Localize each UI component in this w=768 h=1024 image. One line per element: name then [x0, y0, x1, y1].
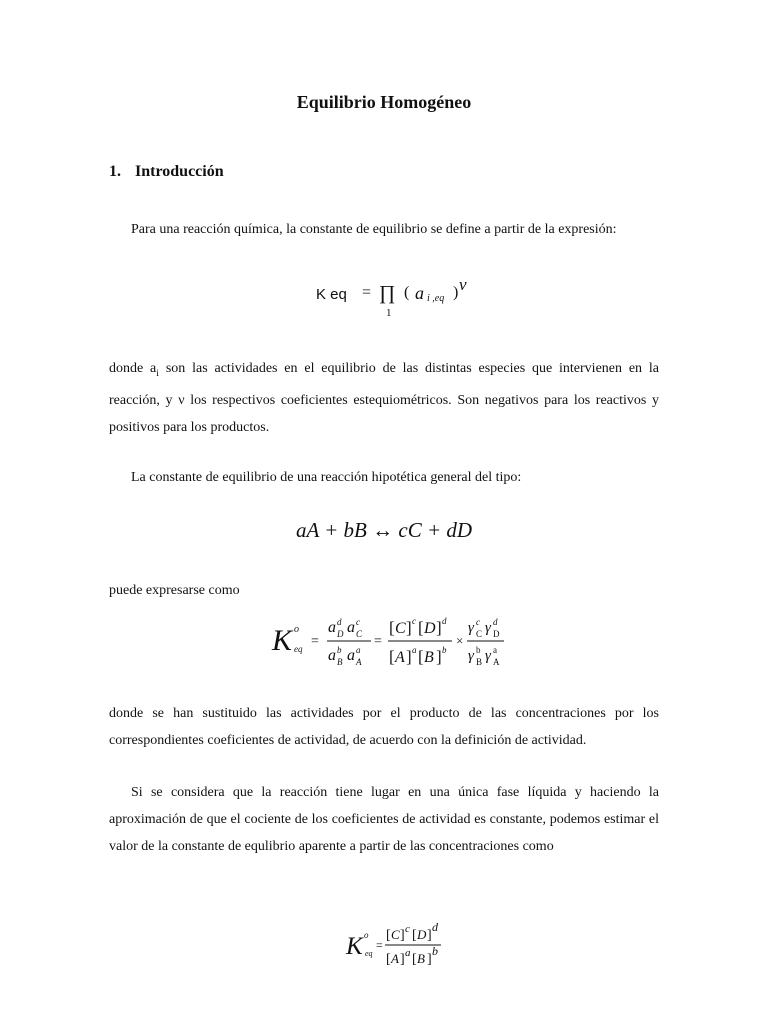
p2-subscript: i [156, 367, 159, 379]
open-paren: ( [404, 284, 410, 301]
svg-text:=: = [374, 634, 382, 649]
svg-text:a: a [405, 947, 411, 959]
svg-text:C: C [356, 629, 363, 639]
svg-text:=: = [376, 938, 383, 952]
svg-text:a: a [328, 647, 336, 664]
svg-text:D: D [337, 629, 344, 639]
svg-text:γ: γ [468, 648, 474, 664]
keq-label: K eq [316, 286, 347, 303]
svg-text:o: o [294, 624, 299, 635]
svg-text:]: ] [400, 952, 405, 967]
svg-text:[: [ [412, 928, 417, 943]
product-index: 1 [386, 307, 392, 319]
svg-text:A: A [356, 657, 362, 667]
svg-text:b: b [442, 645, 447, 655]
svg-text:B: B [337, 657, 343, 667]
close-paren: ) [453, 284, 459, 301]
svg-text:B: B [417, 951, 425, 966]
section-heading [109, 163, 224, 181]
svg-text:D: D [417, 927, 427, 942]
paragraph-activities [109, 355, 659, 441]
paragraph-substitution: donde se han sustituido las actividades por el producto de las concentraciones por los correspondientes coeficientes de actividad, de acuerdo con la definición de actividad. [109, 706, 659, 748]
svg-text:[: [ [386, 952, 391, 967]
svg-text:A: A [391, 951, 399, 966]
svg-text:γ: γ [485, 620, 491, 636]
svg-text:eq: eq [365, 949, 373, 958]
svg-text:d: d [493, 617, 498, 627]
svg-text:o: o [364, 930, 369, 940]
svg-text:C: C [391, 927, 400, 942]
svg-text:d: d [442, 616, 447, 626]
nu-exponent: ν [459, 275, 467, 294]
svg-text:a: a [356, 645, 361, 655]
svg-text:C: C [395, 620, 406, 637]
equation-keq-concentrations [344, 916, 464, 976]
svg-text:D: D [424, 620, 436, 637]
svg-text:K: K [346, 933, 363, 960]
svg-text:D: D [493, 629, 500, 639]
p2-text-a: donde a [109, 361, 157, 376]
svg-text:]: ] [436, 647, 442, 666]
activity-symbol: a [415, 283, 424, 303]
svg-text:a: a [412, 645, 417, 655]
product-symbol: ∏ [379, 282, 396, 304]
svg-text:[: [ [389, 618, 395, 637]
svg-text:K: K [272, 624, 293, 657]
paragraph-approximation: Si se considera que la reacción tiene lugar en una única fase líquida y haciendo la aproximación de que el cociente de los coeficientes de actividad es constante, podemos estimar el valor de la constante de equlibrio aparente a partir de las concentraciones como [109, 785, 659, 854]
equation-keq-activities [268, 606, 528, 670]
svg-text:c: c [405, 923, 410, 935]
svg-text:C: C [476, 629, 483, 639]
p2-text-b: son las actividades en el equilibrio de las distintas especies que intervienen en la reacción, y ν los respectivos coeficientes estequiométricos. Son negativos para los reactivos y positivos para los productos. [109, 361, 659, 435]
svg-text:]: ] [427, 952, 432, 967]
svg-text:d: d [432, 920, 438, 934]
svg-text:a: a [347, 619, 355, 636]
equation-reaction: aA + bB ↔ cC + dD [295, 518, 473, 542]
svg-text:[: [ [412, 952, 417, 967]
svg-text:c: c [412, 616, 416, 626]
svg-text:a: a [347, 647, 355, 664]
svg-text:A: A [493, 657, 500, 667]
svg-text:A: A [395, 649, 405, 666]
svg-text:c: c [356, 617, 360, 627]
svg-text:b: b [432, 944, 438, 958]
svg-text:]: ] [436, 618, 442, 637]
svg-text:a: a [493, 645, 497, 655]
svg-text:=: = [311, 634, 319, 649]
paragraph-intro: Para una reacción química, la constante de equilibrio se define a partir de la expresión: [131, 222, 617, 237]
svg-text:γ: γ [468, 620, 474, 636]
svg-text:d: d [337, 617, 342, 627]
svg-text:b: b [337, 645, 342, 655]
svg-text:]: ] [427, 928, 432, 943]
svg-text:]: ] [400, 928, 405, 943]
svg-text:]: ] [406, 647, 412, 666]
equation-keq-product [316, 275, 506, 323]
svg-text:[: [ [389, 647, 395, 666]
svg-text:[: [ [418, 647, 424, 666]
svg-text:×: × [456, 633, 464, 648]
paragraph-general-reaction: La constante de equilibrio de una reacción hipotética general del tipo: [131, 470, 522, 485]
svg-text:a: a [328, 619, 336, 636]
svg-text:γ: γ [485, 648, 491, 664]
svg-text:b: b [476, 645, 481, 655]
equals-sign: = [362, 284, 372, 301]
section-number: 1. [109, 163, 121, 180]
svg-text:[: [ [386, 928, 391, 943]
svg-text:B: B [476, 657, 483, 667]
activity-subscript: i ,eq [427, 293, 445, 304]
document-title: Equilibrio Homogéneo [296, 92, 472, 112]
svg-text:c: c [476, 617, 480, 627]
svg-text:[: [ [418, 618, 424, 637]
svg-text:B: B [424, 649, 434, 666]
svg-text:eq: eq [294, 644, 303, 654]
svg-text:]: ] [406, 618, 412, 637]
section-title: Introducción [135, 163, 224, 180]
paragraph-expression: puede expresarse como [109, 583, 240, 598]
